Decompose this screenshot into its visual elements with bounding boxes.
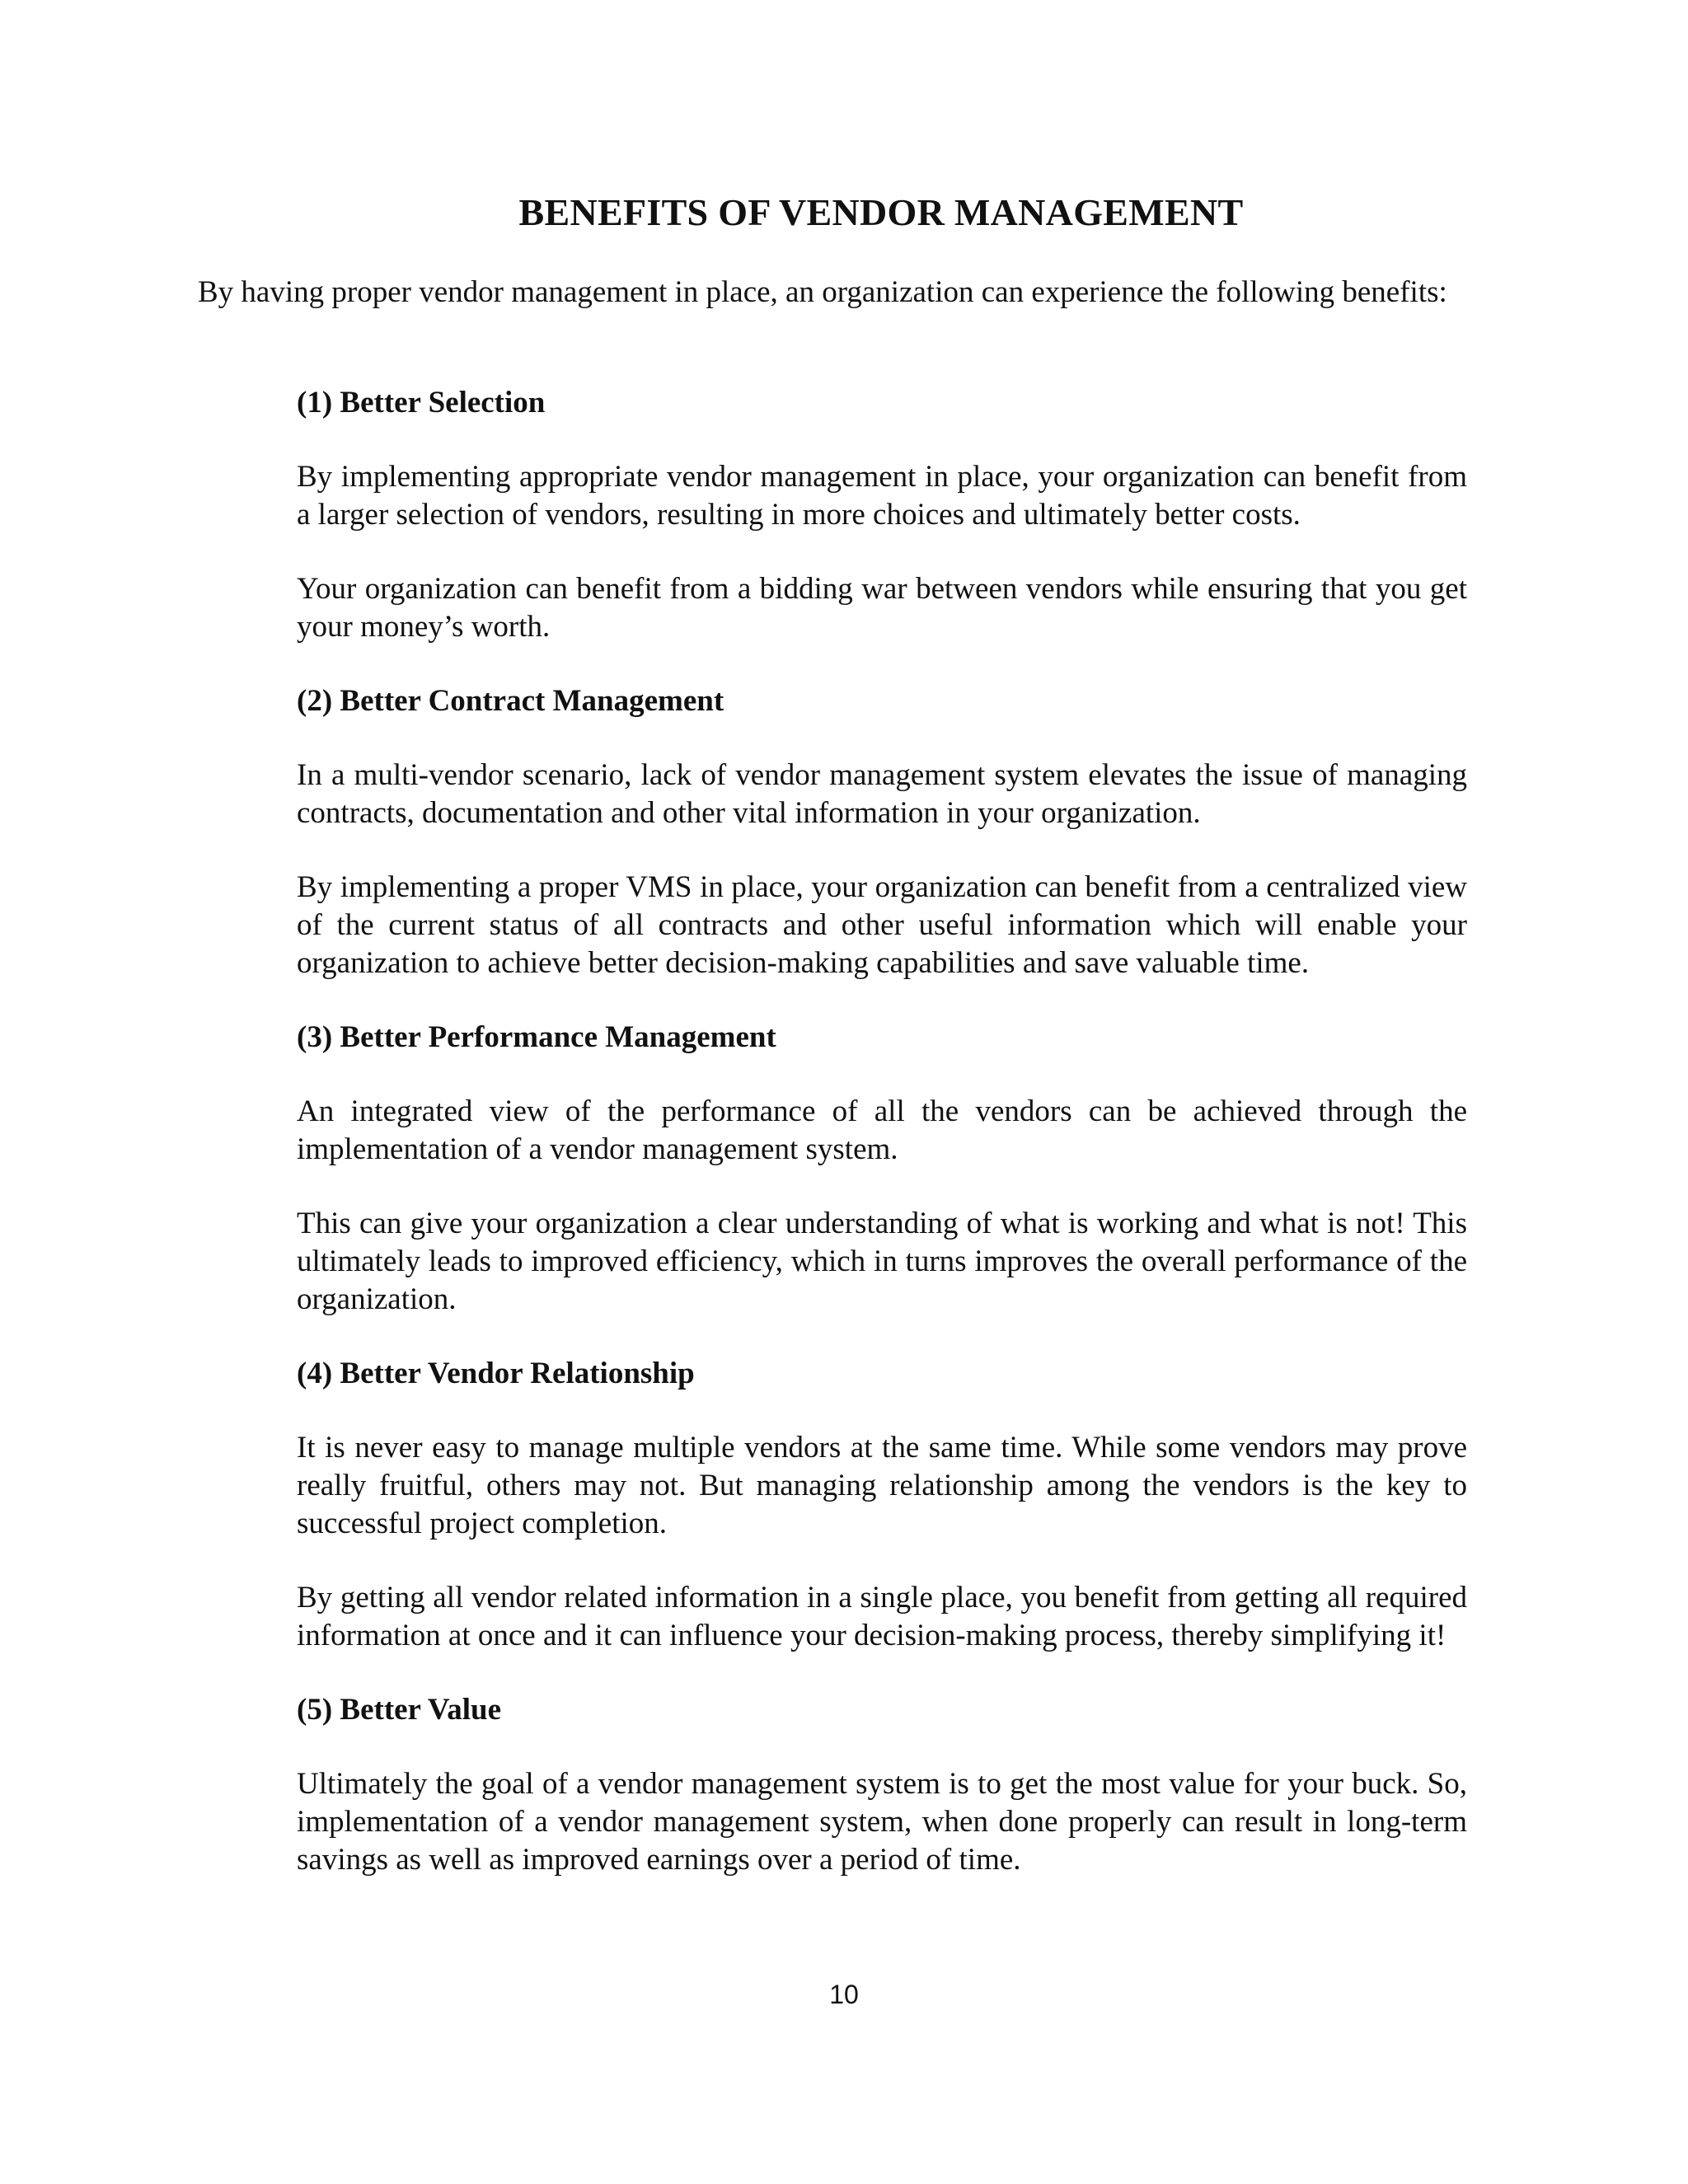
section-better-contract-management [297,682,1467,982]
section-heading: (5) Better Value [297,1693,501,1727]
section-better-vendor-relationship [297,1355,1467,1655]
benefits-list [297,384,1467,1915]
page-number: 10 [829,1980,859,2009]
section-better-performance-management [297,1019,1467,1319]
section-heading: (3) Better Performance Management [297,1020,776,1054]
section-paragraph: Your organization can benefit from a bidding war between vendors while ensuring that you get your money’s worth. [297,572,1467,644]
section-paragraph: It is never easy to manage multiple vendors at the same time. While some vendors may prove really fruitful, others may not. But managing relationship among the vendors is the key to successful project completion. [297,1431,1467,1540]
section-paragraph: By getting all vendor related information in a single place, you benefit from getting all required information at once and it can influence your decision-making process, thereby simplifying it! [297,1581,1467,1652]
section-heading: (2) Better Contract Management [297,684,724,718]
section-heading: (4) Better Vendor Relationship [297,1357,695,1390]
section-paragraph: By implementing appropriate vendor management in place, your organization can benefit from a larger selection of vendors, resulting in more choices and ultimately better costs. [297,460,1467,532]
section-paragraph: An integrated view of the performance of all the vendors can be achieved through the implementation of a vendor management system. [297,1094,1467,1166]
section-better-selection [297,384,1467,646]
page-title: BENEFITS OF VENDOR MANAGEMENT [518,191,1244,233]
section-paragraph: Ultimately the goal of a vendor management system is to get the most value for your buck. So, implementation of a vendor management system, when done properly can result in long-term savings as well as improved earnings over a period of time. [297,1767,1467,1877]
section-paragraph: By implementing a proper VMS in place, your organization can benefit from a centralized view of the current status of all contracts and other useful information which will enable your organization to achieve better decision-making capabilities and save valuable time. [297,870,1467,980]
section-heading: (1) Better Selection [297,386,546,419]
section-paragraph: This can give your organization a clear understanding of what is working and what is not! This ultimately leads to improved efficiency, which in turns improves the overall performance of the organization. [297,1207,1467,1316]
section-better-value [297,1691,1467,1879]
intro-paragraph: By having proper vendor management in place, an organization can experience the following benefits: [198,275,1447,309]
section-paragraph: In a multi-vendor scenario, lack of vendor management system elevates the issue of managing contracts, documentation and other vital information in your organization. [297,758,1467,830]
